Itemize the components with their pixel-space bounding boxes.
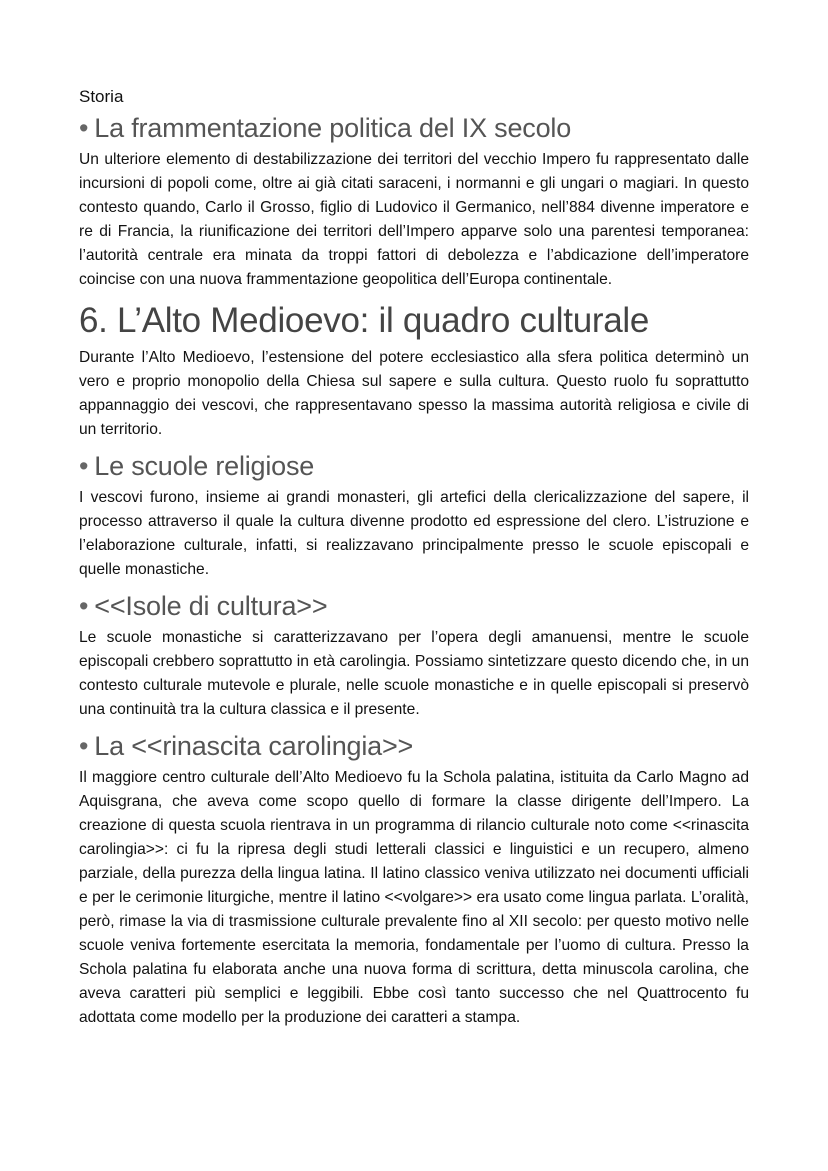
paragraph-scuole-religiose: I vescovi furono, insieme ai grandi monasteri, gli artefici della clericalizzazione del sapere, il processo attraverso il quale la cultura divenne prodotto ed espressione del clero. L’istruzione e l’elaborazione culturale, infatti, si realizzavano principalmente presso le scuole episcopali e quelle monastiche. xyxy=(79,489,749,578)
section-title: Le scuole religiose xyxy=(94,451,315,481)
paragraph-rinascita-carolingia: Il maggiore centro culturale dell’Alto Medioevo fu la Schola palatina, istituita da Carlo Magno ad Aquisgrana, che aveva come scopo quello di formare la classe dirigente dell’Impero. La creazione di questa scuola rientrava in un programma di rilancio culturale noto come <<rinascita carolingia>>: ci fu la ripresa degli studi letterali classici e linguistici e un recupero, almeno parziale, della purezza della lingua latina. Il latino classico veniva utilizzato nei documenti ufficiali e per le cerimonie liturgiche, mentre il latino <<volgare>> era usato come lingua parlata. L’oralità, però, rimase la via di trasmissione culturale prevalente fino al XII secolo: per questo motivo nelle scuole veniva fortemente esercitata la memoria, fondamentale per l’uomo di cultura. Presso la Schola palatina fu elaborata anche una nuova forma di scrittura, detta minuscola carolina, che aveva caratteri più semplici e leggibili. Ebbe così tanto successo che nel Quattrocento fu adottata come modello per la produzione dei caratteri a stampa. xyxy=(79,769,749,1026)
section-heading-isole-di-cultura xyxy=(79,588,749,624)
bullet-icon: • xyxy=(79,451,89,481)
bullet-icon: • xyxy=(79,591,89,621)
bullet-icon: • xyxy=(79,113,89,143)
section-title: La frammentazione politica del IX secolo xyxy=(94,113,572,143)
chapter-title: 6. L’Alto Medioevo: il quadro culturale xyxy=(79,301,650,340)
section-heading-rinascita-carolingia xyxy=(79,728,749,764)
section-title: <<Isole di cultura>> xyxy=(94,591,328,621)
bullet-icon: • xyxy=(79,731,89,761)
paragraph-frammentazione: Un ulteriore elemento di destabilizzazione dei territori del vecchio Impero fu rappresentato dalle incursioni di popoli come, oltre ai già citati saraceni, i normanni e gli ungari o magiari. In questo contesto quando, Carlo il Grosso, figlio di Ludovico il Germanico, nell’884 divenne imperatore e re di Francia, la riunificazione dei territori dell’Impero apparve solo una parentesi temporanea: l’autorità centrale era minata da troppi fattori di debolezza e l’abdicazione dell’imperatore coincise con una nuova frammentazione geopolitica dell’Europa continentale. xyxy=(79,151,749,288)
section-heading-scuole-religiose xyxy=(79,448,749,484)
page-header: Storia xyxy=(79,87,124,106)
paragraph-isole-di-cultura: Le scuole monastiche si caratterizzavano per l’opera degli amanuensi, mentre le scuole episcopali crebbero soprattutto in età carolingia. Possiamo sintetizzare questo dicendo che, in un contesto culturale mutevole e plurale, nelle scuole monastiche e in quelle episcopali si preservò una continuità tra la cultura classica e il presente. xyxy=(79,629,749,718)
paragraph-quadro-culturale: Durante l’Alto Medioevo, l’estensione del potere ecclesiastico alla sfera politica determinò un vero e proprio monopolio della Chiesa sul sapere e sulla cultura. Questo ruolo fu soprattutto appannaggio dei vescovi, che rappresentavano spesso la massima autorità religiosa e civile di un territorio. xyxy=(79,349,749,438)
section-heading-frammentazione xyxy=(79,110,749,146)
document-page xyxy=(79,84,749,1036)
section-title: La <<rinascita carolingia>> xyxy=(94,731,414,761)
